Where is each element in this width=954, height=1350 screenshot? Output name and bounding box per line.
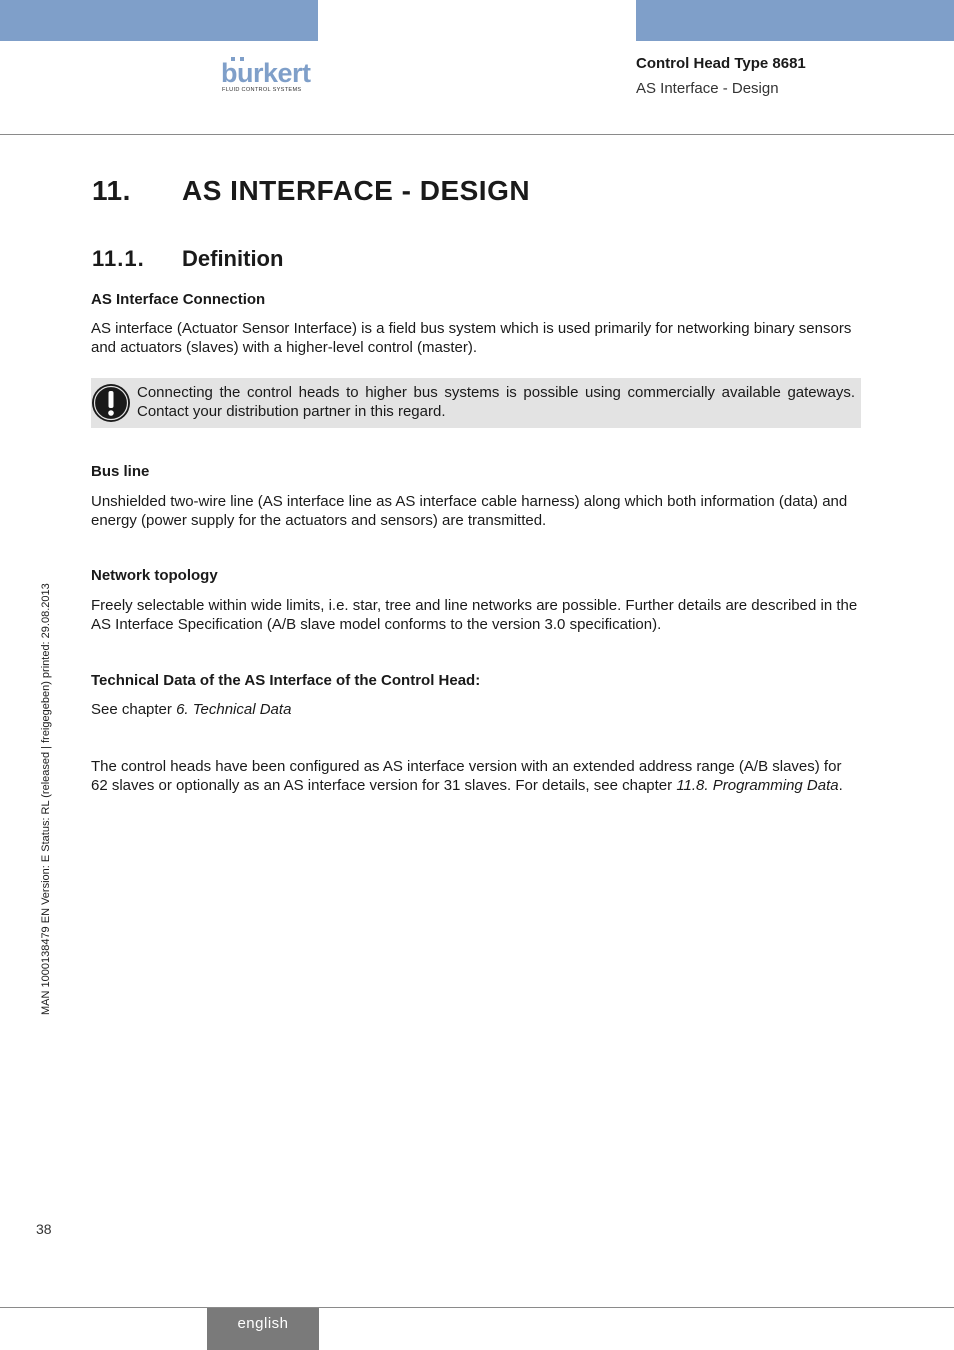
page-number: 38 xyxy=(36,1221,52,1237)
header-bar-left xyxy=(0,0,318,41)
technical-data-prefix: See chapter xyxy=(91,701,177,718)
header-title: Control Head Type 8681 xyxy=(636,55,806,72)
section-heading xyxy=(92,246,283,272)
bus-line-heading: Bus line xyxy=(91,463,150,480)
config-text xyxy=(91,757,851,795)
technical-data-heading: Technical Data of the AS Interface of the Control Head: xyxy=(91,672,481,689)
language-tab: english xyxy=(207,1308,319,1350)
as-connection-heading: AS Interface Connection xyxy=(91,291,266,308)
chapter-number: 11. xyxy=(92,175,131,206)
as-connection-text: AS interface (Actuator Sensor Interface) is a field bus system which is used primarily for networking binary sensors and actuators (slaves) with a higher-level control (master). xyxy=(91,320,852,356)
burkert-logo xyxy=(221,56,319,96)
section-number: 11.1. xyxy=(92,246,145,271)
technical-data-text xyxy=(91,700,867,719)
logo-wordmark: burkert xyxy=(221,58,311,88)
config-suffix: . xyxy=(838,777,843,794)
chapter-title: AS INTERFACE - DESIGN xyxy=(182,175,531,206)
section-title: Definition xyxy=(182,246,284,271)
header-subtitle: AS Interface - Design xyxy=(636,80,779,97)
header-bar-right xyxy=(636,0,954,41)
programming-data-link[interactable]: 11.8. Programming Data xyxy=(676,777,839,794)
document-side-info: MAN 1000138479 EN Version: E Status: RL (released | freigegeben) printed: 29.08.2013 xyxy=(40,583,52,1015)
network-topology-text: Freely selectable within wide limits, i.e. star, tree and line networks are possible. Further details are described in the AS Interface Specification (A/B slave model conforms to the version 3.0 specification). xyxy=(91,597,858,633)
network-topology-heading: Network topology xyxy=(91,567,218,584)
logo-tagline: FLUID CONTROL SYSTEMS xyxy=(222,87,302,93)
footer-divider xyxy=(0,1307,954,1308)
technical-data-link[interactable]: 6. Technical Data xyxy=(176,701,292,718)
note-text: Connecting the control heads to higher bus systems is possible using commercially available gateways. Contact your distribution partner in this regard. xyxy=(137,384,855,420)
chapter-heading xyxy=(92,175,530,207)
bus-line-text: Unshielded two-wire line (AS interface line as AS interface cable harness) along which both information (data) and energy (power supply for the actuators and sensors) are transmitted. xyxy=(91,493,848,529)
config-body: The control heads have been configured as AS interface version with an extended address range (A/B slaves) for 62 slaves or optionally as an AS interface version for 31 slaves. For details, see chapter xyxy=(91,758,842,794)
exclamation-icon xyxy=(91,383,131,423)
note-box xyxy=(91,378,861,428)
header-divider xyxy=(0,134,954,135)
